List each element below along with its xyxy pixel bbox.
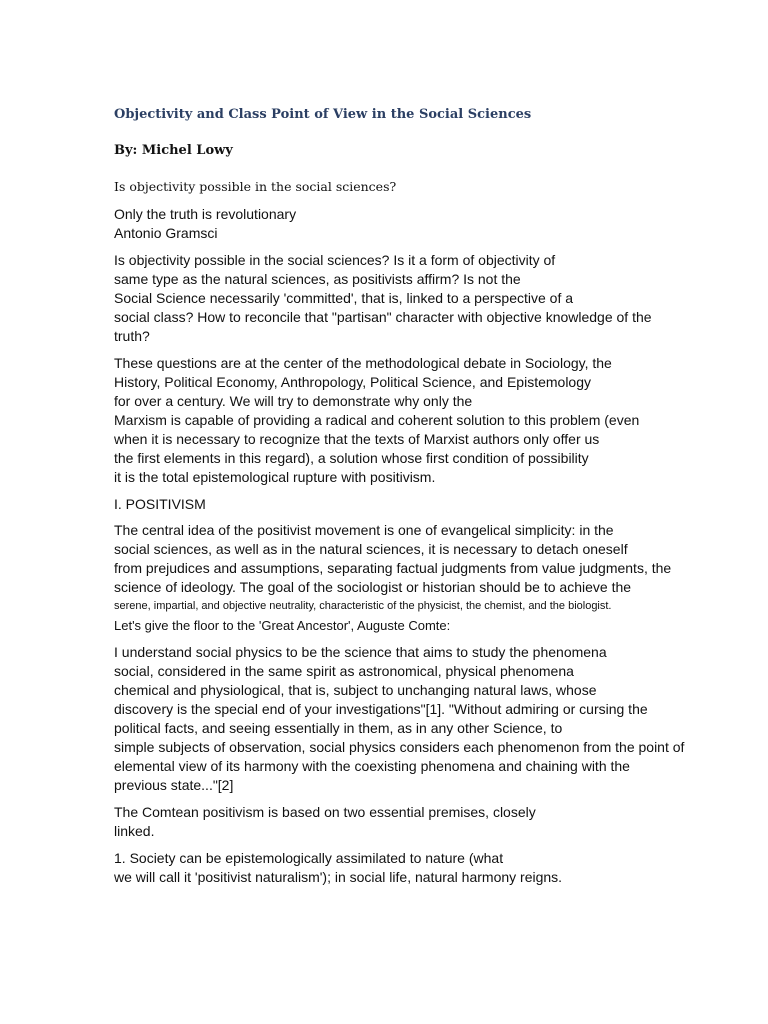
paragraph-3 <box>114 521 671 635</box>
paragraph-4-quote <box>114 643 684 795</box>
paragraph-line: chemical and physiological, that is, subject to unchanging natural laws, whose <box>114 682 597 698</box>
paragraph-line: elemental view of its harmony with the coexisting phenomena and chaining with the <box>114 758 630 774</box>
paragraph-line: linked. <box>114 823 155 839</box>
paragraph-line: same type as the natural sciences, as positivists affirm? Is not the <box>114 271 521 287</box>
paragraph-line: Let's give the floor to the 'Great Ancestor', Auguste Comte: <box>114 618 451 633</box>
paragraph-line: 1. Society can be epistemologically assimilated to nature (what <box>114 850 504 866</box>
paragraph-line: History, Political Economy, Anthropology, Political Science, and Epistemology <box>114 374 592 390</box>
paragraph-line: political facts, and seeing essentially in them, as in any other Science, to <box>114 720 563 736</box>
paragraph-line: it is the total epistemological rupture with positivism. <box>114 469 436 485</box>
paragraph-line-small: serene, impartial, and objective neutrality, characteristic of the physicist, the chemist, and the biologist. <box>114 600 612 612</box>
epigraph <box>114 205 296 243</box>
paragraph-line: I understand social physics to be the science that aims to study the phenomena <box>114 644 607 660</box>
paragraph-line: from prejudices and assumptions, separating factual judgments from value judgments, the <box>114 560 672 576</box>
paragraph-line: social class? How to reconcile that "partisan" character with objective knowledge of the <box>114 309 652 325</box>
paragraph-line: The central idea of the positivist movement is one of evangelical simplicity: in the <box>114 522 614 538</box>
paragraph-line: science of ideology. The goal of the sociologist or historian should be to achieve the <box>114 579 632 595</box>
paragraph-5 <box>114 803 536 841</box>
paragraph-line: the first elements in this regard), a solution whose first condition of possibility <box>114 450 589 466</box>
paragraph-line: simple subjects of observation, social physics considers each phenomenon from the point of <box>114 739 685 755</box>
paragraph-line: for over a century. We will try to demonstrate why only the <box>114 393 473 409</box>
paragraph-line: Social Science necessarily 'committed', that is, linked to a perspective of a <box>114 290 574 306</box>
document-title: Objectivity and Class Point of View in the Social Sciences <box>114 107 532 122</box>
paragraph-line: we will call it 'positivist naturalism'); in social life, natural harmony reigns. <box>114 869 563 885</box>
paragraph-line: The Comtean positivism is based on two essential premises, closely <box>114 804 536 820</box>
paragraph-line: previous state..."[2] <box>114 777 234 793</box>
paragraph-line: social, considered in the same spirit as astronomical, physical phenomena <box>114 663 574 679</box>
paragraph-line: Is objectivity possible in the social sciences? Is it a form of objectivity of <box>114 252 556 268</box>
section-heading-text: I. POSITIVISM <box>114 496 206 512</box>
paragraph-line: when it is necessary to recognize that the texts of Marxist authors only offer us <box>114 431 600 447</box>
paragraph-line: social sciences, as well as in the natural sciences, it is necessary to detach oneself <box>114 541 628 557</box>
epigraph-quote: Only the truth is revolutionary <box>114 206 297 222</box>
paragraph-line: Marxism is capable of providing a radical and coherent solution to this problem (even <box>114 412 640 428</box>
paragraph-6 <box>114 849 562 887</box>
epigraph-attribution: Antonio Gramsci <box>114 225 218 241</box>
opening-question: Is objectivity possible in the social sciences? <box>114 179 397 194</box>
paragraph-1 <box>114 251 652 346</box>
paragraph-line: These questions are at the center of the methodological debate in Sociology, the <box>114 355 612 371</box>
paragraph-line: discovery is the special end of your investigations"[1]. "Without admiring or cursing the <box>114 701 648 717</box>
paragraph-2 <box>114 354 639 487</box>
section-heading <box>114 495 206 514</box>
author-byline: By: Michel Lowy <box>114 143 233 158</box>
paragraph-line: truth? <box>114 328 150 344</box>
